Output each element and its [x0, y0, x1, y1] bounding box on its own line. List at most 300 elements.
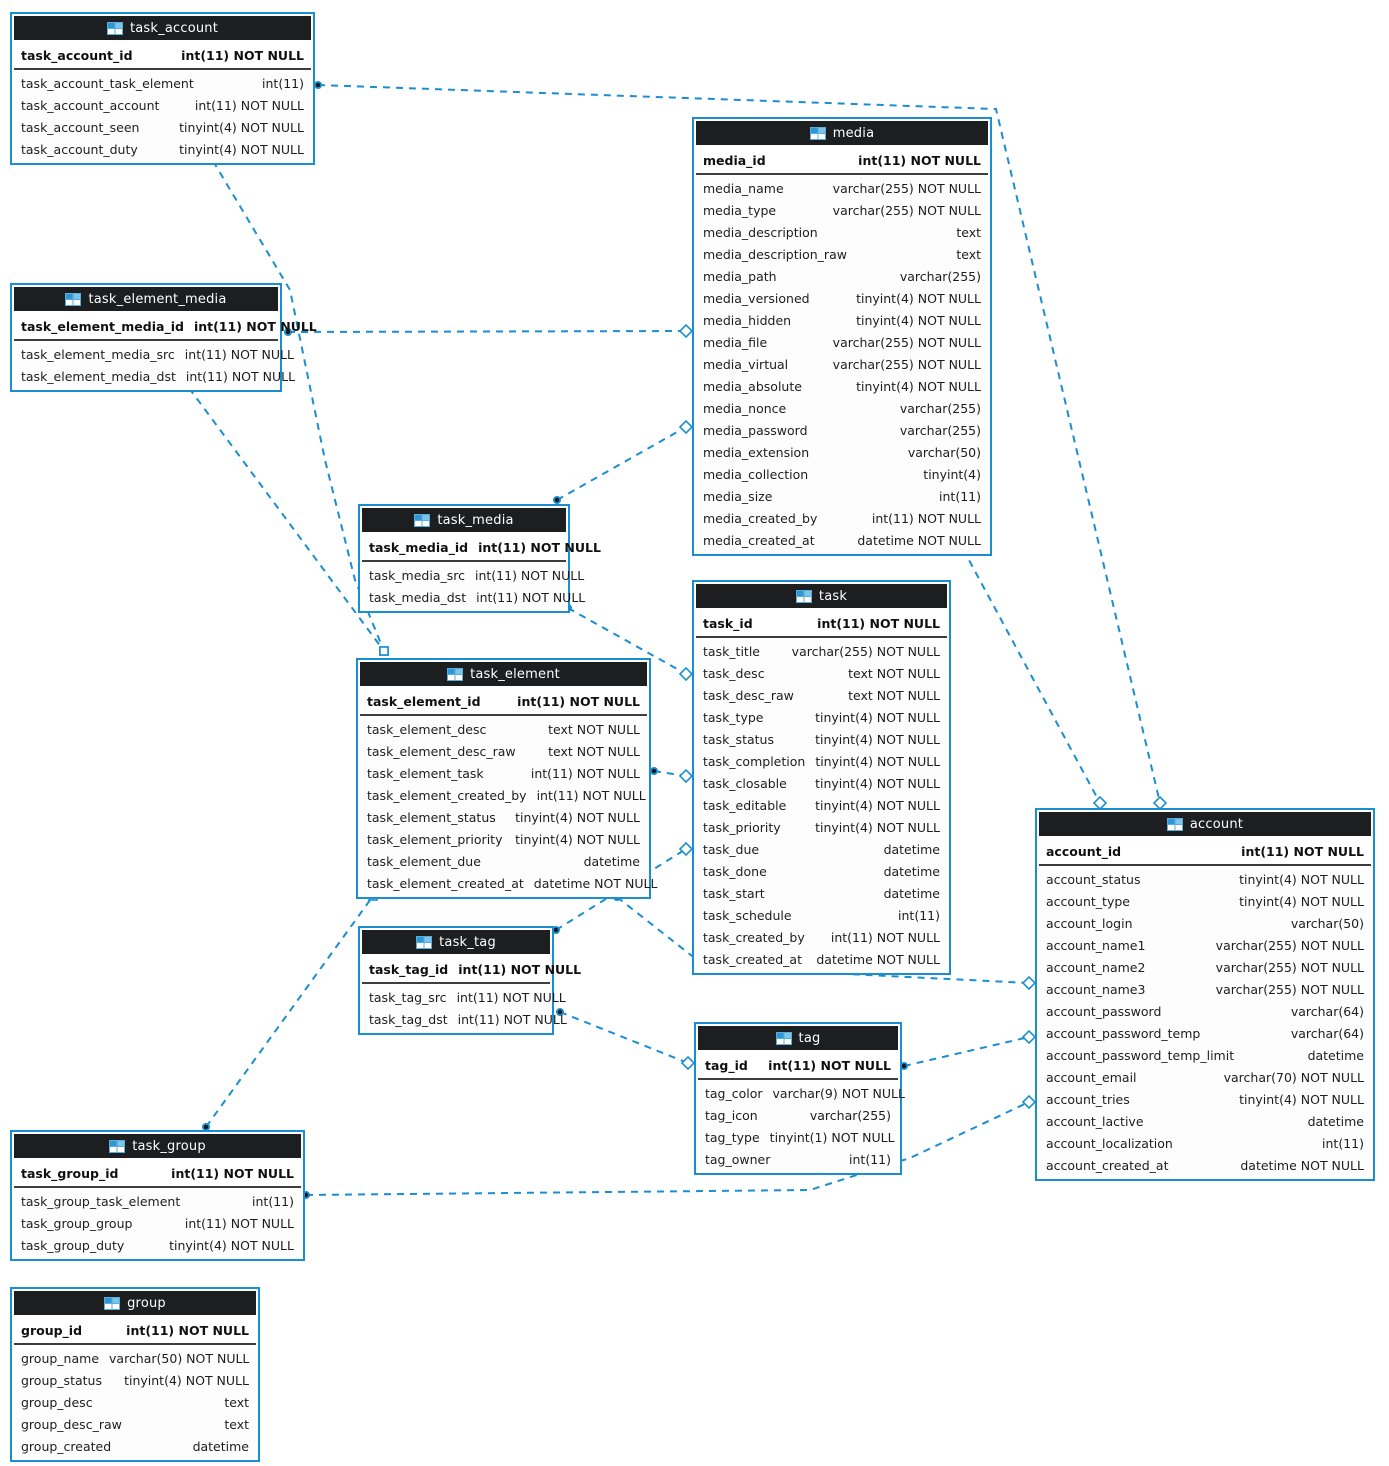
primary-key-name: account_id	[1046, 843, 1122, 859]
table-row	[14, 94, 311, 116]
primary-key-row	[698, 1052, 898, 1080]
column-type: varchar(64)	[1290, 1025, 1364, 1041]
column-name: account_name3	[1046, 981, 1146, 997]
column-name: task_element_priority	[367, 831, 503, 847]
table-row	[696, 904, 947, 926]
column-type: datetime NOT NULL	[1240, 1157, 1364, 1173]
column-name: task_start	[703, 885, 765, 901]
column-name: media_hidden	[703, 312, 792, 328]
table-row	[698, 1082, 905, 1104]
table-title: task_group	[132, 1138, 206, 1154]
table-icon	[810, 127, 826, 140]
column-name: account_password_temp	[1046, 1025, 1201, 1041]
table-title: task_media	[437, 512, 514, 528]
column-type: varchar(255) NOT NULL	[832, 180, 981, 196]
column-name: account_password	[1046, 1003, 1162, 1019]
table-row	[698, 1126, 898, 1148]
relation-task_element-task	[651, 768, 692, 782]
relation-endpoint-diamond	[680, 843, 692, 855]
relation-endpoint-circle	[554, 497, 560, 503]
column-name: media_type	[703, 202, 777, 218]
table-row	[696, 529, 988, 551]
table-title: account	[1189, 816, 1244, 832]
table-row	[14, 1435, 256, 1457]
table-row	[360, 718, 647, 740]
column-name: task_element_media_dst	[21, 368, 176, 384]
column-name: media_created_by	[703, 510, 818, 526]
primary-key-name: media_id	[703, 152, 766, 168]
column-name: task_group_duty	[21, 1237, 125, 1253]
column-type: int(11)	[849, 1151, 891, 1167]
column-name: account_email	[1046, 1069, 1137, 1085]
primary-key-type: int(11) NOT NULL	[858, 152, 981, 168]
table-rows	[696, 175, 988, 552]
table-row	[1039, 1000, 1371, 1022]
table-header[interactable]	[362, 930, 550, 954]
column-name: group_status	[21, 1372, 102, 1388]
table-row	[14, 1212, 301, 1234]
relation-endpoint-circle	[315, 82, 321, 88]
column-name: account_tries	[1046, 1091, 1130, 1107]
column-type: int(11) NOT NULL	[184, 1215, 294, 1231]
column-type: int(11) NOT NULL	[456, 989, 566, 1005]
column-name: task_element_desc	[367, 721, 487, 737]
table-header[interactable]	[696, 584, 947, 608]
column-name: task_media_src	[369, 567, 465, 583]
column-name: task_status	[703, 731, 774, 747]
column-type: int(11) NOT NULL	[536, 787, 646, 803]
relation-task_element_media-media	[285, 325, 692, 337]
column-type: tinyint(1) NOT NULL	[769, 1129, 895, 1145]
table-row	[696, 507, 988, 529]
column-name: account_name2	[1046, 959, 1146, 975]
column-type: varchar(255) NOT NULL	[791, 643, 940, 659]
table-row	[14, 1391, 256, 1413]
column-type: tinyint(4) NOT NULL	[124, 1372, 249, 1388]
table-row	[1039, 1044, 1371, 1066]
table-rows	[696, 638, 947, 971]
column-type: int(11)	[898, 907, 940, 923]
table-row	[362, 586, 586, 608]
table-icon	[776, 1032, 792, 1045]
table-row	[1039, 1132, 1371, 1154]
column-type: int(11)	[252, 1193, 294, 1209]
table-row	[362, 564, 585, 586]
relation-endpoint-diamond	[680, 770, 692, 782]
column-name: media_description_raw	[703, 246, 847, 262]
table-title: tag	[798, 1030, 821, 1046]
column-name: tag_owner	[705, 1151, 771, 1167]
table-row	[696, 772, 947, 794]
primary-key-name: task_media_id	[369, 539, 469, 555]
column-name: task_desc	[703, 665, 765, 681]
table-icon	[796, 590, 812, 603]
relation-endpoint-diamond	[682, 1057, 694, 1069]
primary-key-type: int(11) NOT NULL	[193, 318, 317, 334]
column-type: tinyint(4) NOT NULL	[169, 1237, 294, 1253]
table-row	[696, 728, 947, 750]
column-type: varchar(255) NOT NULL	[1215, 981, 1364, 997]
column-type: tinyint(4) NOT NULL	[515, 809, 640, 825]
column-type: int(11) NOT NULL	[476, 589, 586, 605]
table-icon	[109, 1140, 125, 1153]
column-type: int(11) NOT NULL	[475, 567, 585, 583]
column-type: int(11) NOT NULL	[185, 368, 296, 384]
table-title: media	[832, 125, 875, 141]
primary-key-type: int(11) NOT NULL	[517, 693, 640, 709]
table-row	[696, 750, 947, 772]
column-type: varchar(50)	[1290, 915, 1364, 931]
column-type: text NOT NULL	[848, 665, 940, 681]
column-name: task_media_dst	[369, 589, 467, 605]
primary-key-row	[360, 688, 647, 716]
table-row	[696, 640, 947, 662]
table-rows	[362, 984, 567, 1031]
column-type: datetime NOT NULL	[533, 875, 658, 891]
table-rows	[14, 1188, 301, 1257]
column-type: tinyint(4) NOT NULL	[815, 775, 940, 791]
table-header[interactable]	[362, 508, 566, 532]
primary-key-row	[1039, 838, 1371, 866]
column-type: varchar(70) NOT NULL	[1223, 1069, 1364, 1085]
table-rows	[360, 716, 658, 895]
table-task[interactable]	[692, 580, 951, 975]
table-row	[1039, 912, 1371, 934]
column-name: media_description	[703, 224, 818, 240]
table-header[interactable]	[14, 287, 278, 311]
column-name: account_name1	[1046, 937, 1146, 953]
table-row	[14, 1347, 256, 1369]
primary-key-name: task_account_id	[21, 47, 133, 63]
table-row	[1039, 890, 1371, 912]
column-type: text NOT NULL	[548, 721, 640, 737]
relation-endpoint-diamond	[680, 421, 692, 433]
table-row	[1039, 868, 1371, 890]
relation-line	[557, 427, 686, 500]
column-name: media_name	[703, 180, 784, 196]
column-name: task_account_account	[21, 97, 160, 113]
column-name: task_element_created_at	[367, 875, 524, 891]
table-title: task_element	[470, 666, 560, 682]
column-type: tinyint(4) NOT NULL	[856, 290, 981, 306]
column-name: task_account_task_element	[21, 75, 194, 91]
column-name: task_account_duty	[21, 141, 138, 157]
column-type: int(11) NOT NULL	[830, 929, 940, 945]
column-name: task_created_at	[703, 951, 802, 967]
table-row	[696, 309, 988, 331]
column-name: task_element_due	[367, 853, 481, 869]
column-name: task_schedule	[703, 907, 792, 923]
column-type: int(11)	[939, 488, 981, 504]
column-type: varchar(255)	[899, 400, 981, 416]
primary-key-row	[14, 1317, 256, 1345]
column-name: task_closable	[703, 775, 787, 791]
column-type: tinyint(4) NOT NULL	[1239, 893, 1364, 909]
relation-line	[904, 1037, 1029, 1066]
table-task_media[interactable]	[358, 504, 601, 613]
column-type: tinyint(4) NOT NULL	[815, 709, 940, 725]
table-task_element[interactable]	[356, 658, 658, 899]
column-name: task_title	[703, 643, 761, 659]
column-type: int(11) NOT NULL	[871, 510, 981, 526]
column-name: task_desc_raw	[703, 687, 794, 703]
table-header[interactable]	[14, 16, 311, 40]
column-name: media_collection	[703, 466, 809, 482]
primary-key-type: int(11) NOT NULL	[478, 539, 601, 555]
table-row	[696, 706, 947, 728]
column-type: varchar(255)	[899, 422, 981, 438]
column-name: media_nonce	[703, 400, 787, 416]
column-name: media_created_at	[703, 532, 815, 548]
column-name: task_tag_dst	[369, 1011, 448, 1027]
column-type: datetime NOT NULL	[857, 532, 981, 548]
table-rows	[698, 1080, 905, 1171]
column-type: varchar(50) NOT NULL	[109, 1350, 250, 1366]
column-type: tinyint(4) NOT NULL	[815, 753, 941, 769]
column-type: varchar(64)	[1290, 1003, 1364, 1019]
table-row	[696, 441, 988, 463]
column-type: text	[956, 224, 981, 240]
relation-task_group-account	[303, 1096, 1035, 1198]
relation-line	[306, 1102, 1029, 1195]
primary-key-row	[696, 610, 947, 638]
table-row	[696, 926, 947, 948]
table-row	[360, 828, 647, 850]
column-type: tinyint(4) NOT NULL	[815, 819, 940, 835]
column-type: datetime	[1307, 1113, 1364, 1129]
column-name: task_group_group	[21, 1215, 133, 1231]
relation-task_media-media	[554, 421, 692, 503]
column-name: media_password	[703, 422, 808, 438]
column-name: media_path	[703, 268, 777, 284]
table-icon	[107, 22, 123, 35]
table-group[interactable]	[10, 1287, 260, 1462]
table-header[interactable]	[14, 1134, 301, 1158]
relation-endpoint-diamond	[1023, 977, 1035, 989]
column-type: tinyint(4) NOT NULL	[515, 831, 640, 847]
primary-key-row	[362, 956, 582, 984]
column-name: group_created	[21, 1438, 112, 1454]
relation-endpoint-diamond	[680, 325, 692, 337]
table-row	[696, 838, 947, 860]
table-row	[696, 243, 988, 265]
primary-key-name: task_id	[703, 615, 753, 631]
table-row	[14, 116, 311, 138]
table-row	[360, 740, 647, 762]
table-title: task	[818, 588, 848, 604]
primary-key-type: int(11) NOT NULL	[1241, 843, 1364, 859]
column-type: int(11)	[1322, 1135, 1364, 1151]
primary-key-type: int(11) NOT NULL	[171, 1165, 294, 1181]
table-row	[1039, 1066, 1371, 1088]
table-title: group	[127, 1295, 166, 1311]
table-row	[696, 485, 988, 507]
column-type: int(11) NOT NULL	[194, 97, 304, 113]
column-name: account_status	[1046, 871, 1141, 887]
table-tag[interactable]	[694, 1022, 905, 1175]
table-header[interactable]	[696, 121, 988, 145]
table-row	[698, 1104, 898, 1126]
table-row	[696, 794, 947, 816]
column-type: datetime	[1307, 1047, 1364, 1063]
column-name: media_absolute	[703, 378, 802, 394]
primary-key-row	[14, 42, 311, 70]
table-row	[14, 1413, 256, 1435]
table-row	[360, 784, 647, 806]
relation-endpoint-diamond	[1023, 1096, 1035, 1108]
column-name: media_size	[703, 488, 773, 504]
column-name: media_file	[703, 334, 768, 350]
table-row	[1039, 1088, 1371, 1110]
column-type: datetime NOT NULL	[816, 951, 940, 967]
column-type: tinyint(4)	[923, 466, 981, 482]
table-row	[1039, 934, 1371, 956]
primary-key-type: int(11) NOT NULL	[768, 1057, 891, 1073]
column-name: task_group_task_element	[21, 1193, 181, 1209]
column-name: task_created_by	[703, 929, 805, 945]
table-row	[360, 850, 647, 872]
column-name: group_desc	[21, 1394, 93, 1410]
table-task_tag[interactable]	[358, 926, 582, 1035]
table-row	[14, 138, 311, 160]
table-row	[362, 986, 566, 1008]
table-row	[14, 1234, 301, 1256]
table-row	[360, 806, 647, 828]
column-type: datetime	[192, 1438, 249, 1454]
table-header[interactable]	[1039, 812, 1371, 836]
primary-key-name: task_tag_id	[369, 961, 449, 977]
table-icon	[65, 293, 81, 306]
table-row	[696, 882, 947, 904]
table-task_account[interactable]	[10, 12, 315, 165]
column-name: media_virtual	[703, 356, 789, 372]
column-type: int(11)	[262, 75, 304, 91]
column-name: group_name	[21, 1350, 100, 1366]
column-type: varchar(255)	[899, 268, 981, 284]
table-header[interactable]	[14, 1291, 256, 1315]
table-title: task_element_media	[88, 291, 227, 307]
column-name: task_editable	[703, 797, 787, 813]
table-row	[696, 199, 988, 221]
column-type: varchar(255) NOT NULL	[832, 356, 981, 372]
primary-key-type: int(11) NOT NULL	[817, 615, 940, 631]
table-row	[14, 1190, 301, 1212]
primary-key-name: task_element_id	[367, 693, 481, 709]
table-rows	[1039, 866, 1371, 1177]
column-name: tag_color	[705, 1085, 763, 1101]
column-type: int(11) NOT NULL	[184, 346, 294, 362]
relation-tag-account	[901, 1031, 1035, 1069]
table-account[interactable]	[1035, 808, 1375, 1181]
table-icon	[447, 668, 463, 681]
table-icon	[104, 1297, 120, 1310]
column-name: media_versioned	[703, 290, 810, 306]
primary-key-type: int(11) NOT NULL	[181, 47, 304, 63]
table-row	[696, 287, 988, 309]
table-row	[1039, 978, 1371, 1000]
column-type: datetime	[883, 885, 940, 901]
primary-key-name: task_group_id	[21, 1165, 119, 1181]
table-title: task_tag	[439, 934, 496, 950]
column-type: text	[224, 1394, 249, 1410]
column-type: varchar(255) NOT NULL	[1215, 959, 1364, 975]
table-icon	[416, 936, 432, 949]
table-task_group[interactable]	[10, 1130, 305, 1261]
table-row	[14, 365, 296, 387]
column-name: group_desc_raw	[21, 1416, 122, 1432]
table-row	[1039, 1110, 1371, 1132]
primary-key-name: task_element_media_id	[21, 318, 184, 334]
relation-line	[288, 331, 686, 332]
column-name: task_priority	[703, 819, 781, 835]
table-rows	[362, 562, 586, 609]
table-rows	[14, 70, 311, 161]
relation-endpoint-diamond	[1023, 1031, 1035, 1043]
table-row	[696, 265, 988, 287]
column-type: tinyint(4) NOT NULL	[1239, 871, 1364, 887]
column-type: text NOT NULL	[548, 743, 640, 759]
column-type: tinyint(4) NOT NULL	[856, 378, 981, 394]
table-row	[696, 177, 988, 199]
table-row	[696, 221, 988, 243]
table-row	[360, 872, 658, 894]
table-row	[696, 463, 988, 485]
table-row	[14, 1369, 256, 1391]
relation-media-account	[960, 546, 1106, 809]
column-name: account_login	[1046, 915, 1133, 931]
relation-line	[206, 896, 373, 1127]
table-task_element_media[interactable]	[10, 283, 317, 392]
column-type: text	[956, 246, 981, 262]
primary-key-type: int(11) NOT NULL	[126, 1322, 249, 1338]
column-type: tinyint(4) NOT NULL	[815, 797, 940, 813]
column-name: task_done	[703, 863, 767, 879]
column-type: datetime	[583, 853, 640, 869]
column-name: task_completion	[703, 753, 806, 769]
column-type: varchar(255)	[809, 1107, 891, 1123]
table-row	[1039, 1154, 1371, 1176]
table-header[interactable]	[698, 1026, 898, 1050]
relation-endpoint-diamond	[680, 668, 692, 680]
relation-line	[189, 388, 384, 651]
table-row	[698, 1148, 898, 1170]
column-name: task_account_seen	[21, 119, 140, 135]
table-row	[696, 353, 988, 375]
table-row	[696, 860, 947, 882]
column-name: account_created_at	[1046, 1157, 1169, 1173]
column-type: text	[224, 1416, 249, 1432]
table-row	[696, 397, 988, 419]
column-type: datetime	[883, 863, 940, 879]
primary-key-row	[696, 147, 988, 175]
table-row	[14, 343, 294, 365]
relation-task_group-task_element	[203, 892, 377, 1130]
table-row	[696, 948, 947, 970]
column-name: task_element_status	[367, 809, 496, 825]
table-row	[696, 684, 947, 706]
column-name: account_lactive	[1046, 1113, 1144, 1129]
relation-line	[560, 1012, 688, 1063]
table-rows	[14, 341, 296, 388]
table-row	[1039, 1022, 1371, 1044]
column-name: account_type	[1046, 893, 1130, 909]
table-media[interactable]	[692, 117, 992, 556]
column-name: task_type	[703, 709, 764, 725]
column-type: varchar(9) NOT NULL	[772, 1085, 905, 1101]
table-header[interactable]	[360, 662, 647, 686]
column-name: tag_icon	[705, 1107, 758, 1123]
column-type: tinyint(4) NOT NULL	[856, 312, 981, 328]
